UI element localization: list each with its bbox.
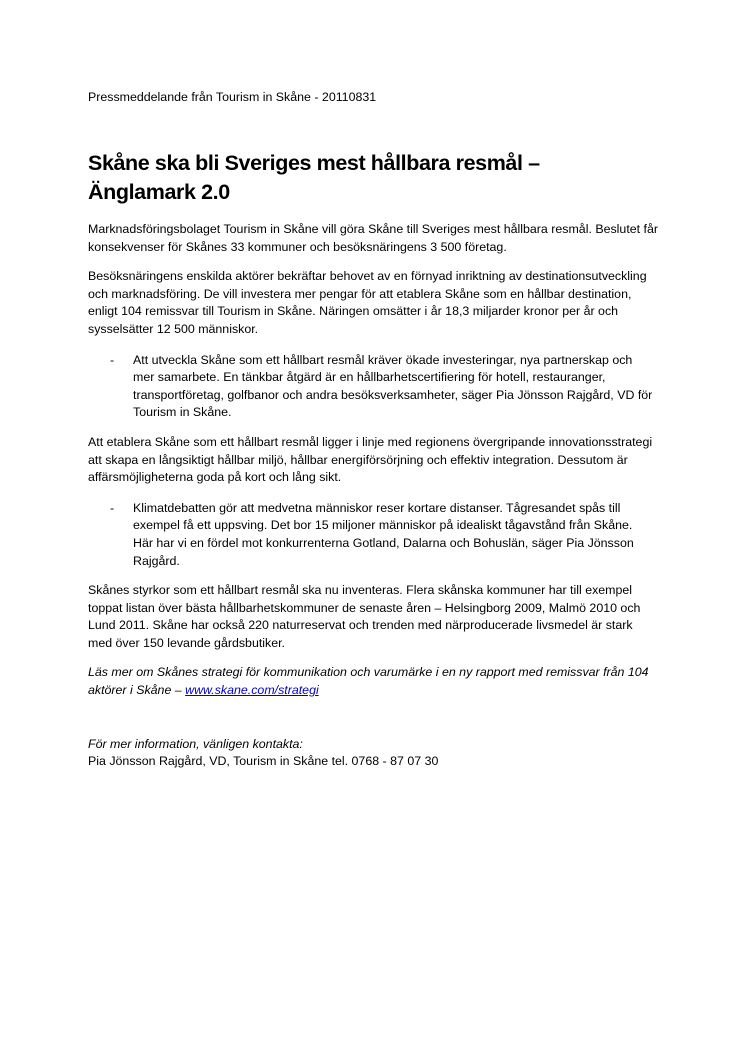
- bullet-dash: -: [110, 352, 115, 367]
- quote-text-1: Att utveckla Skåne som ett hållbart resmål kräver ökade investeringar, nya partnerskap och mer samarbete. En tänkbar åtgärd är en hållbarhetscertifiering för hotell, restauranger, transportföretag, golfbanor och andra besöksverksamheter, säger Pia Jönsson Rajgård, VD för Tourism in Skåne.: [133, 352, 653, 420]
- intro-paragraph: Marknadsföringsbolaget Tourism in Skåne vill göra Skåne till Sveriges mest hållbara resmål. Beslutet får konsekvenser för Skånes 33 kommuner och besöksnäringens 3 500 företag.: [88, 222, 659, 254]
- read-more-paragraph: [88, 664, 660, 699]
- quote-text-2: Klimatdebatten gör att medvetna människor reser kortare distanser. Tågresandet spås till exempel få ett uppsving. Det bor 15 miljoner människor på idealiskt tågavstånd från Skåne. Här har vi en fördel mot konkurrenterna Gotland, Dalarna och Bohuslän, säger Pia Jönsson Rajgård.: [133, 500, 634, 568]
- read-more-text: Läs mer om Skånes strategi för kommunikation och varumärke i en ny rapport med remissvar från 104 aktörer i Skåne –: [88, 665, 649, 698]
- title-line-2: Änglamark 2.0: [88, 180, 230, 204]
- contact-heading: För mer information, vänligen kontakta:: [88, 736, 303, 751]
- contact-details: Pia Jönsson Rajgård, VD, Tourism in Skåne tel. 0768 - 87 07 30: [88, 754, 439, 769]
- page-title: [88, 149, 660, 207]
- paragraph-industry: Besöksnäringens enskilda aktörer bekräftar behovet av en förnyad inriktning av destinationsutveckling och marknadsföring. De vill investera mer pengar för att etablera Skåne som en hållbar destination, enligt 104 remissvar till Tourism in Skåne. Näringen omsätter i år 18,3 miljarder kronor per år och sysselsätter 12 500 människor.: [88, 269, 647, 336]
- quote-bullet-2: [88, 500, 660, 570]
- title-line-1: Skåne ska bli Sveriges mest hållbara resmål –: [88, 151, 540, 175]
- bullet-dash: -: [110, 500, 115, 515]
- quote-bullet-1: [88, 352, 660, 422]
- paragraph-strategy: Att etablera Skåne som ett hållbart resmål ligger i linje med regionens övergripande innovationsstrategi att skapa en långsiktigt hållbar miljö, hållbar energiförsörjning och effektiv integration. Dessutom är affärsmöjligheterna goda på kort och lång sikt.: [88, 434, 653, 485]
- paragraph-strengths: Skånes styrkor som ett hållbart resmål ska nu inventeras. Flera skånska kommuner har till exempel toppat listan över bästa hållbarhetskommuner de senaste åren – Helsingborg 2009, Malmö 2010 och Lund 2011. Skåne har också 220 naturreservat och trenden med närproducerade livsmedel är stark med över 150 levande gårdsbutiker.: [88, 583, 641, 650]
- press-release-page: [88, 88, 660, 771]
- strategy-link[interactable]: www.skane.com/strategi: [185, 683, 319, 698]
- press-release-header: Pressmeddelande från Tourism in Skåne - 20110831: [88, 90, 377, 104]
